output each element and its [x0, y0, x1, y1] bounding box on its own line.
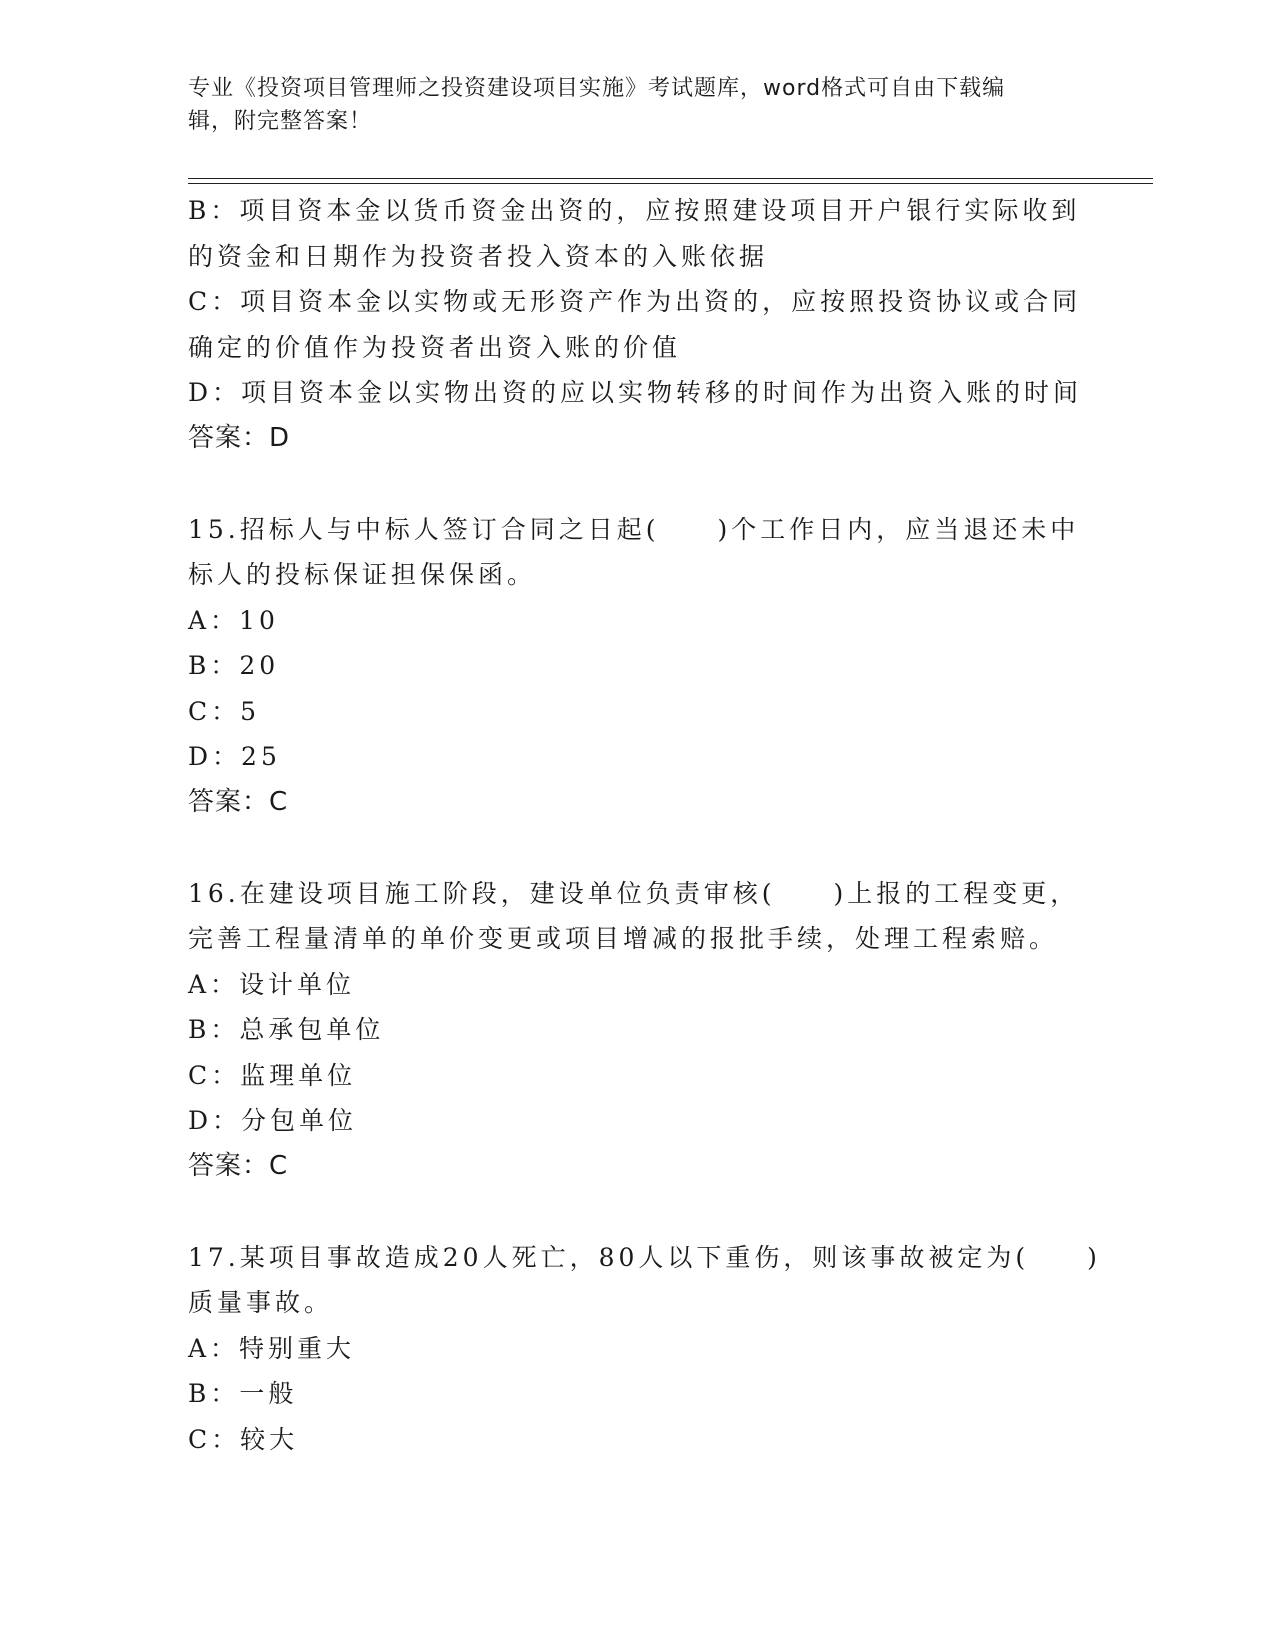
option-c: C：较大 [188, 1424, 299, 1454]
option-b: B：20 [188, 651, 280, 680]
question-stem-line-2: 标人的投标保证担保保函。 [188, 560, 537, 589]
option-d: D：分包单位 [188, 1106, 358, 1135]
answer-label: 答案：C [188, 786, 289, 817]
question-stem-line-1: 16.在建设项目施工阶段，建设单位负责审核( )上报的工程变更， [188, 878, 1080, 908]
header-divider-top [188, 178, 1153, 179]
option-d: D：25 [188, 742, 281, 771]
option-a: A：特别重大 [188, 1333, 356, 1363]
option-b-line-2: 的资金和日期作为投资者投入资本的入账依据 [188, 241, 769, 271]
spacer [188, 461, 1088, 507]
option-b: B：一般 [188, 1379, 298, 1408]
option-a: A：10 [188, 605, 279, 635]
question-stem-line-1: 17.某项目事故造成20人死亡，80人以下重伤，则该事故被定为( ) [188, 1242, 1101, 1272]
spacer [188, 1189, 1088, 1235]
option-c: C：监理单位 [188, 1060, 357, 1090]
question-17 [188, 1235, 1101, 1463]
option-b: B：总承包单位 [188, 1015, 385, 1044]
answer-label: 答案：C [188, 1150, 289, 1181]
option-c: C：5 [188, 696, 261, 726]
header-divider-bottom [188, 183, 1153, 184]
spacer [188, 825, 1088, 871]
option-c-line-2: 确定的价值作为投资者出资入账的价值 [188, 332, 682, 362]
question-15 [188, 507, 1088, 826]
question-content [188, 188, 1101, 1462]
option-c-line-1: C：项目资本金以实物或无形资产作为出资的，应按照投资协议或合同 [188, 287, 1082, 316]
question-stem-line-2: 质量事故。 [188, 1288, 334, 1317]
document-header [188, 72, 1088, 138]
question-16 [188, 871, 1088, 1190]
option-a: A：设计单位 [188, 969, 356, 999]
header-line-1: 专业《投资项目管理师之投资建设项目实施》考试题库，word格式可自由下载编 [188, 76, 1006, 101]
header-line-2: 辑，附完整答案！ [188, 109, 373, 134]
option-d-line-1: D：项目资本金以实物出资的应以实物转移的时间作为出资入账的时间 [188, 378, 1083, 407]
question-14-continued [188, 188, 1088, 461]
option-b-line-1: B：项目资本金以货币资金出资的，应按照建设项目开户银行实际收到 [188, 196, 1081, 225]
question-stem-line-2: 完善工程量清单的单价变更或项目增减的报批手续，处理工程索赔。 [188, 924, 1059, 953]
question-stem-line-1: 15.招标人与中标人签订合同之日起( )个工作日内，应当退还未中 [188, 514, 1080, 544]
answer-label: 答案：D [188, 422, 291, 453]
